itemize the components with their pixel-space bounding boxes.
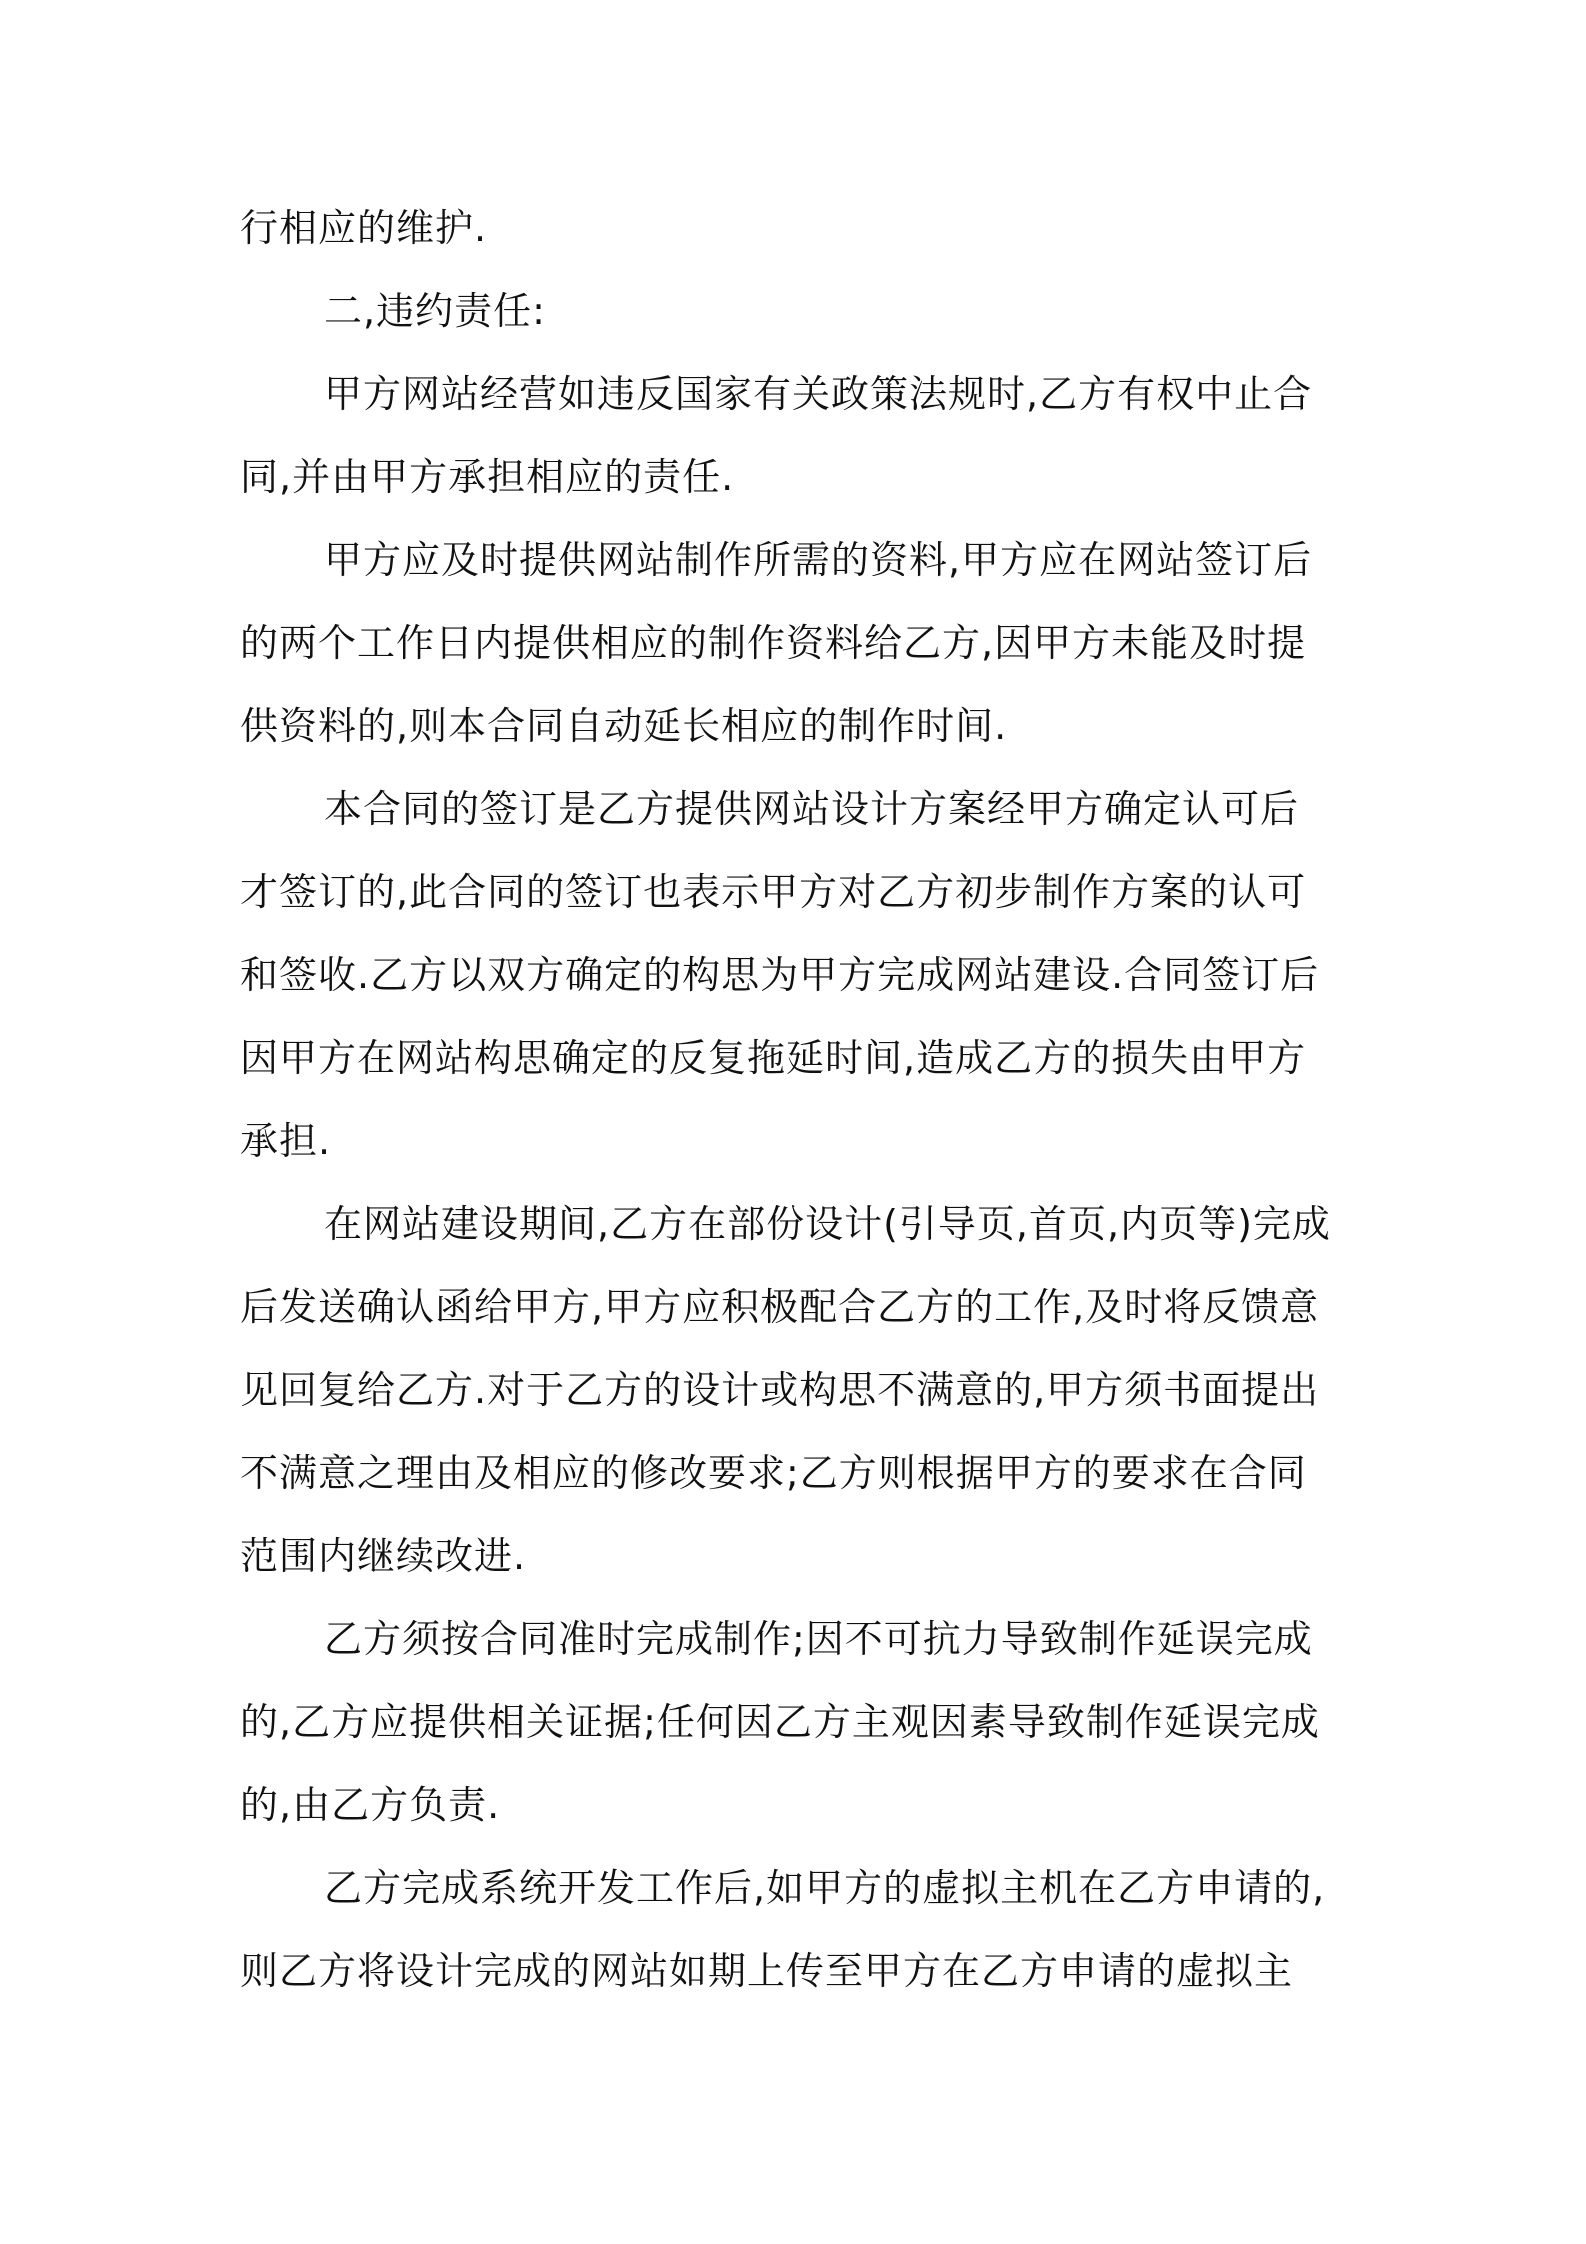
text-line: 供资料的,则本合同自动延长相应的制作时间. bbox=[240, 704, 1008, 748]
text-line: 后发送确认函给甲方,甲方应积极配合乙方的工作,及时将反馈意 bbox=[240, 1285, 1320, 1329]
paragraph-policy-violation bbox=[240, 353, 1360, 519]
text-line: 二,违约责任: bbox=[324, 289, 546, 333]
paragraph-contract-signing bbox=[240, 768, 1360, 1183]
text-line: 甲方网站经营如违反国家有关政策法规时,乙方有权中止合 bbox=[324, 372, 1313, 416]
text-line: 才签订的,此合同的签订也表示甲方对乙方初步制作方案的认可 bbox=[240, 870, 1307, 914]
text-line: 本合同的签订是乙方提供网站设计方案经甲方确定认可后 bbox=[324, 787, 1300, 831]
text-line: 则乙方将设计完成的网站如期上传至甲方在乙方申请的虚拟主 bbox=[240, 1949, 1294, 1993]
text-line: 在网站建设期间,乙方在部份设计(引导页,首页,内页等)完成 bbox=[324, 1202, 1331, 1246]
text-line: 承担. bbox=[240, 1119, 332, 1163]
text-line: 因甲方在网站构思确定的反复拖延时间,造成乙方的损失由甲方 bbox=[240, 1036, 1307, 1080]
text-line: 范围内继续改进. bbox=[240, 1534, 527, 1578]
paragraph-construction-period bbox=[240, 1183, 1360, 1598]
text-line: 同,并由甲方承担相应的责任. bbox=[240, 455, 735, 499]
text-line: 乙方完成系统开发工作后,如甲方的虚拟主机在乙方申请的, bbox=[324, 1866, 1326, 1910]
document-body bbox=[240, 187, 1360, 2013]
text-line: 的,乙方应提供相关证据;任何因乙方主观因素导致制作延误完成 bbox=[240, 1700, 1320, 1744]
text-line: 的,由乙方负责. bbox=[240, 1783, 501, 1827]
text-line: 甲方应及时提供网站制作所需的资料,甲方应在网站签订后 bbox=[324, 538, 1313, 582]
paragraph-on-time-completion bbox=[240, 1598, 1360, 1847]
text-line: 见回复给乙方.对于乙方的设计或构思不满意的,甲方须书面提出 bbox=[240, 1368, 1320, 1412]
text-line: 和签收.乙方以双方确定的构思为甲方完成网站建设.合同签订后 bbox=[240, 953, 1320, 997]
text-line: 行相应的维护. bbox=[240, 206, 488, 250]
text-line: 不满意之理由及相应的修改要求;乙方则根据甲方的要求在合同 bbox=[240, 1451, 1307, 1495]
section-heading-breach-liability bbox=[240, 270, 1360, 353]
text-line: 乙方须按合同准时完成制作;因不可抗力导致制作延误完成 bbox=[324, 1617, 1313, 1661]
text-line: 的两个工作日内提供相应的制作资料给乙方,因甲方未能及时提 bbox=[240, 621, 1307, 665]
paragraph-system-upload bbox=[240, 1847, 1360, 2013]
paragraph-maintenance-tail bbox=[240, 187, 1360, 270]
paragraph-materials-provision bbox=[240, 519, 1360, 768]
